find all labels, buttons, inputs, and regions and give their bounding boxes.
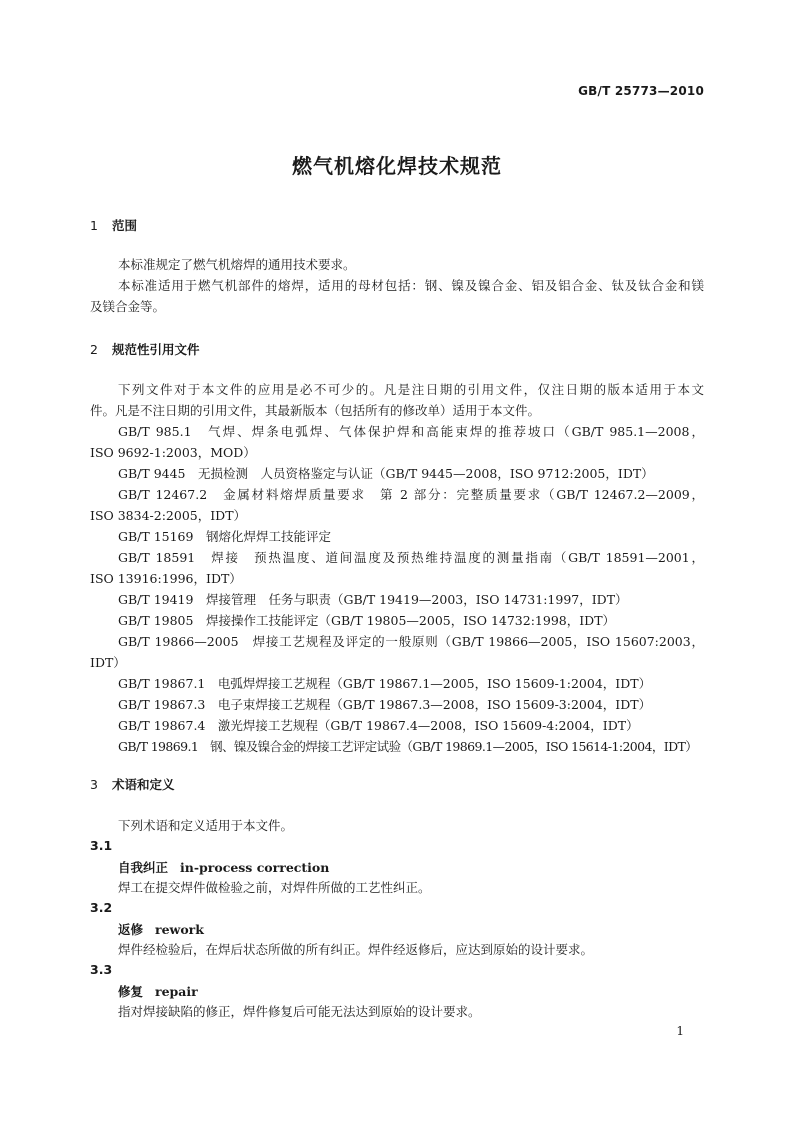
- section-number: 1: [90, 218, 98, 233]
- reference-line: GB/T 19866—2005 焊接工艺规程及评定的一般原则（GB/T 19866—2005，ISO 15607:2003，: [118, 634, 704, 649]
- reference-line: GB/T 19869.1 钢、镍及镍合金的焊接工艺评定试验（GB/T 19869.1—2005，ISO 15614-1:2004，IDT）: [118, 739, 698, 754]
- reference-line: GB/T 19867.4 激光焊接工艺规程（GB/T 19867.4—2008，ISO 15609-4:2004，IDT）: [118, 718, 639, 733]
- page-title: 燃气机熔化焊技术规范: [292, 154, 502, 178]
- reference-line: ISO 9692-1:2003，MOD）: [90, 445, 256, 460]
- term-english: repair: [155, 984, 198, 999]
- paragraph: 本标准规定了燃气机熔焊的通用技术要求。: [118, 257, 356, 272]
- term-entry: [118, 858, 329, 876]
- section-heading-terms: [90, 775, 175, 793]
- section-title: 术语和定义: [112, 777, 175, 792]
- clause-number: 3.2: [90, 900, 113, 915]
- section-heading-refs: [90, 340, 200, 358]
- reference-line: GB/T 15169 钢熔化焊焊工技能评定: [118, 529, 331, 544]
- reference-line: GB/T 9445 无损检测 人员资格鉴定与认证（GB/T 9445—2008，ISO 9712:2005，IDT）: [118, 466, 654, 481]
- clause-number: 3.1: [90, 838, 113, 853]
- term-definition: 指对焊接缺陷的修正，焊件修复后可能无法达到原始的设计要求。: [118, 1004, 481, 1019]
- reference-line: GB/T 19805 焊接操作工技能评定（GB/T 19805—2005，ISO 14732:1998，IDT）: [118, 613, 616, 628]
- reference-line: IDT）: [90, 655, 126, 670]
- reference-line: GB/T 19419 焊接管理 任务与职责（GB/T 19419—2003，ISO 14731:1997，IDT）: [118, 592, 628, 607]
- section-number: 2: [90, 342, 98, 357]
- reference-line: GB/T 12467.2 金属材料熔焊质量要求 第 2 部分：完整质量要求（GB/T 12467.2—2009，: [118, 487, 704, 502]
- term-definition: 焊件经检验后，在焊后状态所做的所有纠正。焊件经返修后，应达到原始的设计要求。: [118, 942, 594, 957]
- reference-line: GB/T 19867.1 电弧焊焊接工艺规程（GB/T 19867.1—2005，ISO 15609-1:2004，IDT）: [118, 676, 652, 691]
- term-english: rework: [155, 922, 204, 937]
- term-definition: 焊工在提交焊件做检验之前，对焊件所做的工艺性纠正。: [118, 880, 431, 895]
- section-heading-scope: [90, 216, 137, 234]
- page-number: 1: [676, 1024, 684, 1038]
- section-number: 3: [90, 777, 98, 792]
- term-english: in-process correction: [180, 860, 330, 875]
- paragraph: 件。凡是不注日期的引用文件，其最新版本（包括所有的修改单）适用于本文件。: [90, 403, 541, 418]
- reference-line: GB/T 18591 焊接 预热温度、道间温度及预热维持温度的测量指南（GB/T 18591—2001，: [118, 550, 704, 565]
- reference-line: ISO 3834-2:2005，IDT）: [90, 508, 247, 523]
- reference-line: ISO 13916:1996，IDT）: [90, 571, 242, 586]
- term-entry: [118, 920, 204, 938]
- term-chinese: 返修: [118, 922, 144, 937]
- paragraph: 下列文件对于本文件的应用是必不可少的。凡是注日期的引用文件，仅注日期的版本适用于本文: [118, 382, 704, 397]
- term-chinese: 修复: [118, 984, 144, 999]
- paragraph: 本标准适用于燃气机部件的熔焊，适用的母材包括：钢、镍及镍合金、铝及铝合金、钛及钛合金和镁: [118, 278, 704, 293]
- section-title: 规范性引用文件: [112, 342, 200, 357]
- term-chinese: 自我纠正: [118, 860, 169, 875]
- reference-line: GB/T 985.1 气焊、焊条电弧焊、气体保护焊和高能束焊的推荐坡口（GB/T 985.1—2008，: [118, 424, 704, 439]
- reference-line: GB/T 19867.3 电子束焊接工艺规程（GB/T 19867.3—2008，ISO 15609-3:2004，IDT）: [118, 697, 652, 712]
- standard-code: GB/T 25773—2010: [578, 84, 704, 98]
- section-title: 范围: [112, 218, 138, 233]
- paragraph: 及镁合金等。: [90, 299, 166, 314]
- term-entry: [118, 982, 198, 1000]
- paragraph: 下列术语和定义适用于本文件。: [118, 818, 294, 833]
- clause-number: 3.3: [90, 962, 113, 977]
